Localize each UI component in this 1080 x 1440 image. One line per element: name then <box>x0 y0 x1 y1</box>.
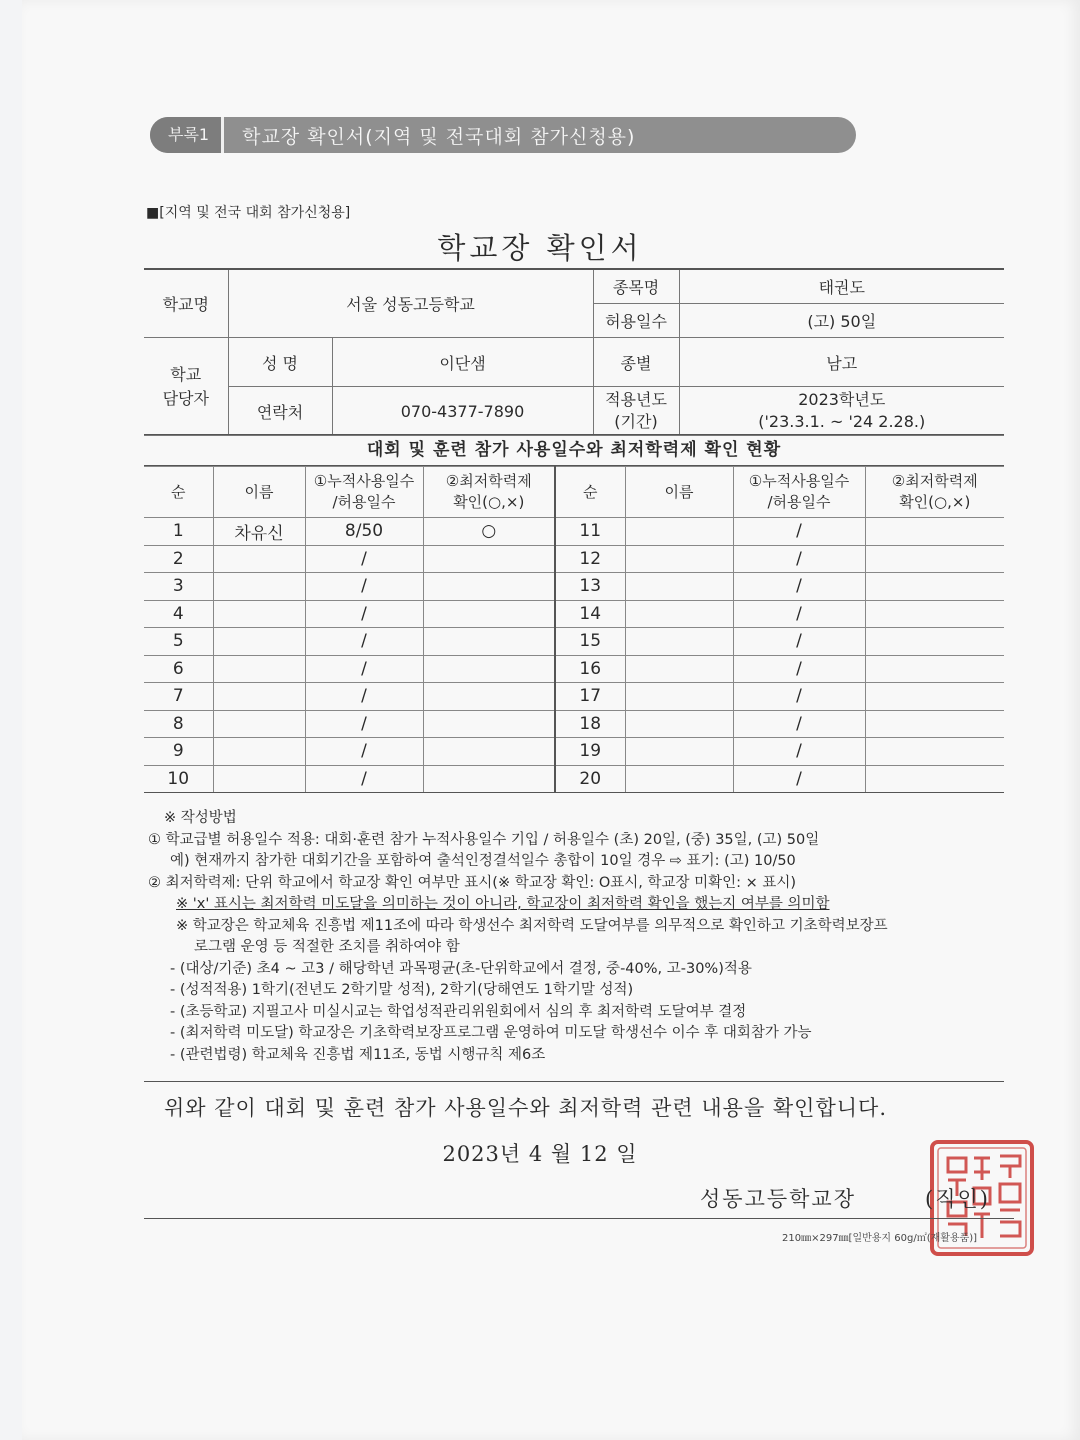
table-row <box>144 518 1004 546</box>
name-cell <box>213 655 305 683</box>
allowed-days-label: 허용일수 <box>593 304 679 338</box>
days-cell: / <box>305 710 423 738</box>
table-row <box>144 738 1004 766</box>
table-row <box>144 600 1004 628</box>
check-cell <box>423 655 555 683</box>
check-cell <box>423 710 555 738</box>
row-number-cell: 4 <box>144 600 213 628</box>
days-cell: / <box>305 738 423 766</box>
detail-1: - (대상/기준) 초4 ~ 고3 / 해당학년 과목평균(초-단위학교에서 결정, 중-40%, 고-30%)적용 <box>170 960 752 977</box>
year-value: 2023학년도 ('23.3.1. ~ '24 2.28.) <box>679 387 1004 436</box>
detail-4: - (최저학력 미도달) 학교장은 기초학력보장프로그램 운영하여 미도달 학생선수 이수 후 대회참가 가능 <box>170 1025 812 1041</box>
note-1-example: 예) 현재까지 참가한 대회기간을 포함하여 출석인정결석일수 총합이 10일 경우 ⇨ 표기: (고) 10/50 <box>170 853 796 869</box>
row-number-cell: 8 <box>144 710 213 738</box>
check-cell <box>423 545 555 573</box>
header-days: ①누적사용일수 /허용일수 <box>305 467 423 518</box>
note-1: ① 학교급별 허용일수 적용: 대회·훈련 참가 누적사용일수 기입 / 허용일수 (초) 20일, (중) 35일, (고) 50일 <box>148 831 820 848</box>
table-row <box>144 628 1004 656</box>
document-title: 학교장 확인서 <box>437 231 643 265</box>
header-check-right: ②최저학력제 확인(○,×) <box>865 467 1004 518</box>
confirmation-statement: 위와 같이 대회 및 훈련 참가 사용일수와 최저학력 관련 내용을 확인합니다. <box>164 1096 888 1120</box>
row-number-cell: 16 <box>555 655 625 683</box>
row-number-cell: 13 <box>555 573 625 601</box>
appendix-title: 학교장 확인서(지역 및 전국대회 참가신청용) <box>242 125 636 148</box>
detail-2: - (성적적용) 1학기(전년도 2학기말 성적), 2학기(당해연도 1학기말 성적) <box>170 982 634 998</box>
contact-label: 연락처 <box>228 387 332 436</box>
appendix-banner <box>150 117 856 153</box>
table-row <box>144 545 1004 573</box>
check-cell <box>423 573 555 601</box>
days-cell: / <box>733 683 865 711</box>
table-row <box>144 765 1004 793</box>
row-number-cell: 2 <box>144 545 213 573</box>
manager-name-label: 성 명 <box>228 338 332 387</box>
row-number-cell: 15 <box>555 628 625 656</box>
seal-label: (직인) <box>925 1187 990 1211</box>
name-cell <box>625 738 733 766</box>
paper-spec: 210㎜×297㎜[일반용지 60g/㎡(재활용품)] <box>782 1233 978 1244</box>
check-cell <box>865 738 1004 766</box>
school-name-label: 학교명 <box>144 269 228 338</box>
school-name-value: 서울 성동고등학교 <box>228 269 593 338</box>
check-cell <box>423 765 555 793</box>
days-cell: / <box>733 518 865 546</box>
row-number-cell: 11 <box>555 518 625 546</box>
row-number-cell: 7 <box>144 683 213 711</box>
days-cell: / <box>733 628 865 656</box>
header-days-right: ①누적사용일수 /허용일수 <box>733 467 865 518</box>
check-cell <box>423 600 555 628</box>
check-cell <box>423 738 555 766</box>
appendix-tag: 부록1 <box>150 117 224 153</box>
days-cell: / <box>305 655 423 683</box>
instructions <box>148 808 1008 1066</box>
header-check: ②최저학력제 확인(○,×) <box>423 467 555 518</box>
name-cell <box>625 628 733 656</box>
name-cell <box>625 518 733 546</box>
days-cell: / <box>733 738 865 766</box>
row-number-cell: 6 <box>144 655 213 683</box>
name-cell <box>625 710 733 738</box>
detail-5: - (관련법령) 학교체육 진흥법 제11조, 동법 시행규칙 제6조 <box>170 1046 546 1063</box>
days-cell: / <box>733 573 865 601</box>
name-cell <box>625 600 733 628</box>
status-heading: 대회 및 훈련 참가 사용일수와 최저학력제 확인 현황 <box>144 434 1004 467</box>
row-number-cell: 20 <box>555 765 625 793</box>
sport-value: 태권도 <box>679 269 1004 304</box>
days-cell: / <box>305 628 423 656</box>
check-cell <box>865 628 1004 656</box>
table-row <box>144 683 1004 711</box>
notes-heading: ※ 작성방법 <box>164 810 237 826</box>
note-2-b: ※ 학교장은 학교체육 진흥법 제11조에 따라 학생선수 최저학력 도달여부를 의무적으로 확인하고 기초학력보장프 <box>176 917 888 934</box>
name-cell <box>625 683 733 711</box>
row-number-cell: 18 <box>555 710 625 738</box>
manager-name-value: 이단샘 <box>332 338 593 387</box>
note-2-b-cont: 로그램 운영 등 적절한 조치를 취하여야 함 <box>194 939 460 955</box>
name-cell <box>625 655 733 683</box>
row-number-cell: 17 <box>555 683 625 711</box>
row-number-cell: 3 <box>144 573 213 601</box>
row-number-cell: 5 <box>144 628 213 656</box>
gender-label: 종별 <box>593 338 679 387</box>
days-cell: / <box>305 765 423 793</box>
gender-value: 남고 <box>679 338 1004 387</box>
days-cell: / <box>733 545 865 573</box>
row-number-cell: 14 <box>555 600 625 628</box>
name-cell <box>213 573 305 601</box>
check-cell <box>423 628 555 656</box>
days-cell: / <box>733 710 865 738</box>
name-cell <box>213 765 305 793</box>
days-cell: / <box>305 545 423 573</box>
form-category: ■[지역 및 전국 대회 참가신청용] <box>146 205 351 221</box>
days-cell: 8/50 <box>305 518 423 546</box>
days-cell: / <box>733 600 865 628</box>
name-cell <box>213 545 305 573</box>
note-2: ② 최저학력제: 단위 학교에서 학교장 확인 여부만 표시(※ 학교장 확인: O표시, 학교장 미확인: × 표시) <box>148 874 797 891</box>
table-row <box>144 573 1004 601</box>
note-2-a: ※ 'x' 표시는 최저학력 미도달을 의미하는 것이 아니라, 학교장이 최저학력 확인을 했는지 여부를 의미함 <box>176 896 830 912</box>
name-cell <box>213 683 305 711</box>
table-header-row <box>144 467 1004 518</box>
year-label: 적용년도 (기간) <box>593 387 679 436</box>
check-cell <box>865 683 1004 711</box>
check-cell <box>865 600 1004 628</box>
sport-label: 종목명 <box>593 269 679 304</box>
table-row <box>144 655 1004 683</box>
check-cell <box>865 655 1004 683</box>
check-cell <box>865 573 1004 601</box>
days-cell: / <box>733 655 865 683</box>
days-cell: / <box>305 573 423 601</box>
name-cell <box>213 710 305 738</box>
name-cell <box>213 628 305 656</box>
check-cell <box>865 765 1004 793</box>
header-no: 순 <box>144 467 213 518</box>
check-cell <box>865 518 1004 546</box>
participation-table <box>144 466 1004 793</box>
name-cell <box>213 738 305 766</box>
row-number-cell: 9 <box>144 738 213 766</box>
header-no-right: 순 <box>555 467 625 518</box>
name-cell <box>625 545 733 573</box>
detail-3: - (초등학교) 지필고사 미실시교는 학업성적관리위원회에서 심의 후 최저학력 도달여부 결정 <box>170 1003 747 1020</box>
name-cell: 차유신 <box>213 518 305 546</box>
days-cell: / <box>733 765 865 793</box>
divider-top <box>144 1081 1004 1082</box>
contact-value: 070-4377-7890 <box>332 387 593 436</box>
issue-date: 2023년 4 월 12 일 <box>442 1142 638 1166</box>
row-number-cell: 10 <box>144 765 213 793</box>
allowed-days-value: (고) 50일 <box>679 304 1004 338</box>
header-name-right: 이름 <box>625 467 733 518</box>
days-cell: / <box>305 683 423 711</box>
principal-name: 성동고등학교장 <box>700 1187 857 1211</box>
school-info-table <box>144 268 1004 436</box>
row-number-cell: 1 <box>144 518 213 546</box>
table-row <box>144 710 1004 738</box>
divider-bottom <box>144 1218 1014 1219</box>
name-cell <box>625 765 733 793</box>
name-cell <box>625 573 733 601</box>
check-cell <box>423 683 555 711</box>
row-number-cell: 12 <box>555 545 625 573</box>
row-number-cell: 19 <box>555 738 625 766</box>
header-name: 이름 <box>213 467 305 518</box>
check-cell <box>865 545 1004 573</box>
days-cell: / <box>305 600 423 628</box>
check-cell: ○ <box>423 518 555 546</box>
check-cell <box>865 710 1004 738</box>
manager-label: 학교 담당자 <box>144 338 228 436</box>
name-cell <box>213 600 305 628</box>
